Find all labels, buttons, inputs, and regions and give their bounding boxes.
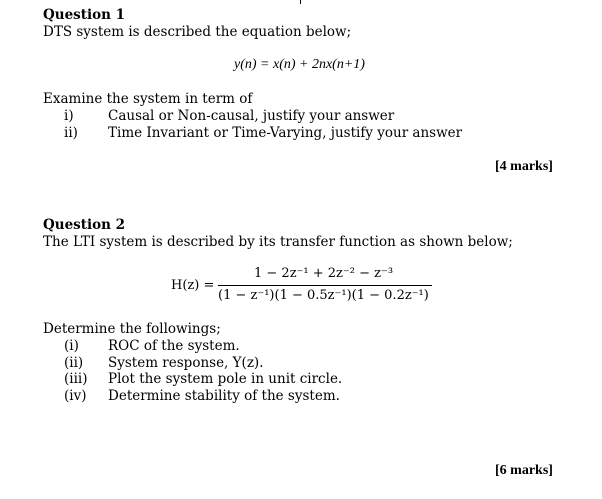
question-1-item-2-num: ii): [64, 125, 78, 141]
question-2-item-4-text: Determine stability of the system.: [108, 388, 340, 404]
question-2-heading: Question 2: [43, 217, 126, 233]
question-1-item-2-text: Time Invariant or Time-Varying, justify your answer: [108, 125, 463, 141]
question-1-intro: DTS system is described the equation below;: [43, 24, 352, 40]
question-2-item-2-num: (ii): [64, 355, 84, 371]
question-1-heading: Question 1: [43, 7, 126, 23]
question-1-marks: [4 marks]: [495, 159, 553, 174]
question-2-marks: [6 marks]: [495, 463, 553, 478]
transfer-function-numerator: 1 − 2z⁻¹ + 2z⁻² − z⁻³: [254, 266, 394, 281]
transfer-function-label: H(z) =: [171, 278, 215, 293]
question-2-intro: The LTI system is described by its transfer function as shown below;: [43, 234, 513, 250]
transfer-function-denominator: (1 − z⁻¹)(1 − 0.5z⁻¹)(1 − 0.2z⁻¹): [218, 288, 429, 303]
question-2-item-4-num: (iv): [64, 388, 87, 404]
question-2-determine: Determine the followings;: [43, 321, 221, 337]
question-2-item-3-text: Plot the system pole in unit circle.: [108, 371, 343, 387]
page-edge-mark: [300, 0, 301, 4]
question-1-examine: Examine the system in term of: [43, 91, 253, 107]
question-1-item-1-text: Causal or Non-causal, justify your answer: [108, 108, 395, 124]
question-2-item-1-text: ROC of the system.: [108, 338, 240, 354]
question-2-item-2-text: System response, Y(z).: [108, 355, 264, 371]
question-2-item-3-num: (iii): [64, 371, 88, 387]
question-1-item-1-num: i): [64, 108, 74, 124]
fraction-bar: [218, 285, 432, 286]
question-2-item-1-num: (i): [64, 338, 79, 354]
question-1-equation: y(n) = x(n) + 2nx(n+1): [234, 57, 365, 72]
